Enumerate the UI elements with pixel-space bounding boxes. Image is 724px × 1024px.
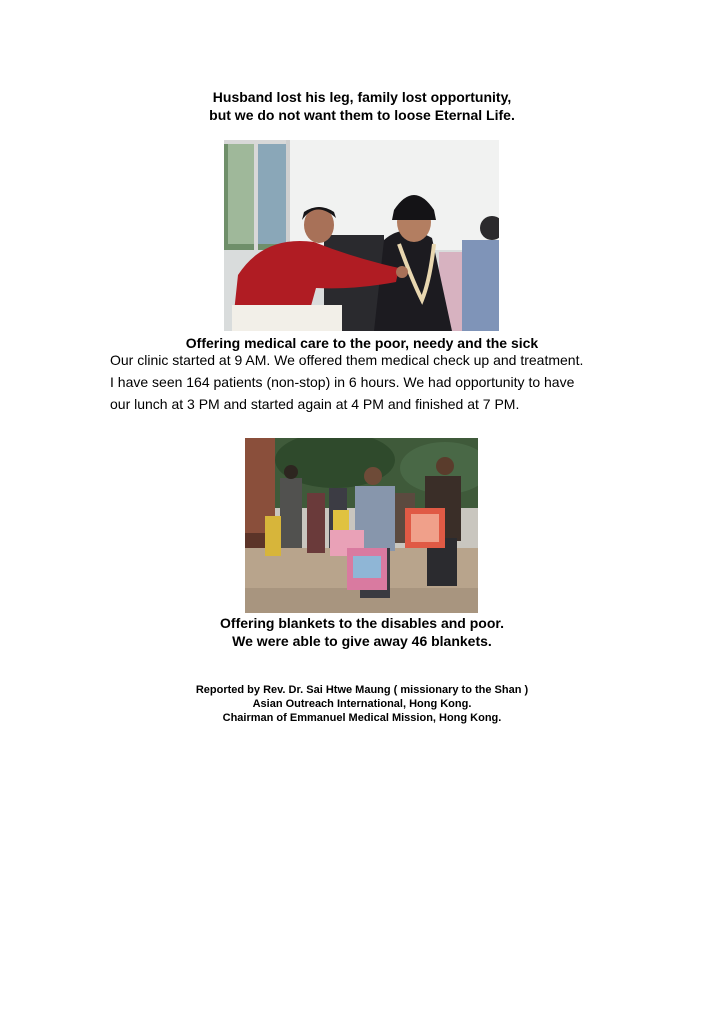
blankets-photo: [245, 438, 478, 613]
reporter-line-2: Asian Outreach International, Hong Kong.: [252, 698, 472, 710]
headline-line-1: Husband lost his leg, family lost opportunity,: [212, 89, 512, 105]
reporter-line-3: Chairman of Emmanuel Medical Mission, Hong Kong.: [222, 712, 502, 724]
clinic-report-line-3: our lunch at 3 PM and started again at 4 PM and finished at 7 PM.: [110, 396, 520, 412]
clinic-report-line-1: Our clinic started at 9 AM. We offered them medical check up and treatment.: [110, 352, 584, 368]
medical-care-photo-image: [224, 140, 499, 331]
medical-care-caption: Offering medical care to the poor, needy and the sick: [185, 335, 539, 351]
blankets-caption: [0, 614, 724, 650]
blankets-photo-image: [245, 438, 478, 613]
blankets-caption-line-2: We were able to give away 46 blankets.: [232, 633, 492, 649]
reporter-line-1: Reported by Rev. Dr. Sai Htwe Maung ( missionary to the Shan ): [195, 684, 529, 696]
medical-care-photo: [224, 140, 499, 331]
reporter-block: [0, 683, 724, 725]
clinic-report-line-2: I have seen 164 patients (non-stop) in 6 hours. We had opportunity to have: [110, 374, 575, 390]
clinic-report-paragraph: [110, 349, 670, 415]
headline-line-2: but we do not want them to loose Eternal Life.: [209, 107, 515, 123]
blankets-caption-line-1: Offering blankets to the disables and poor.: [220, 615, 504, 631]
headline: [0, 88, 724, 124]
